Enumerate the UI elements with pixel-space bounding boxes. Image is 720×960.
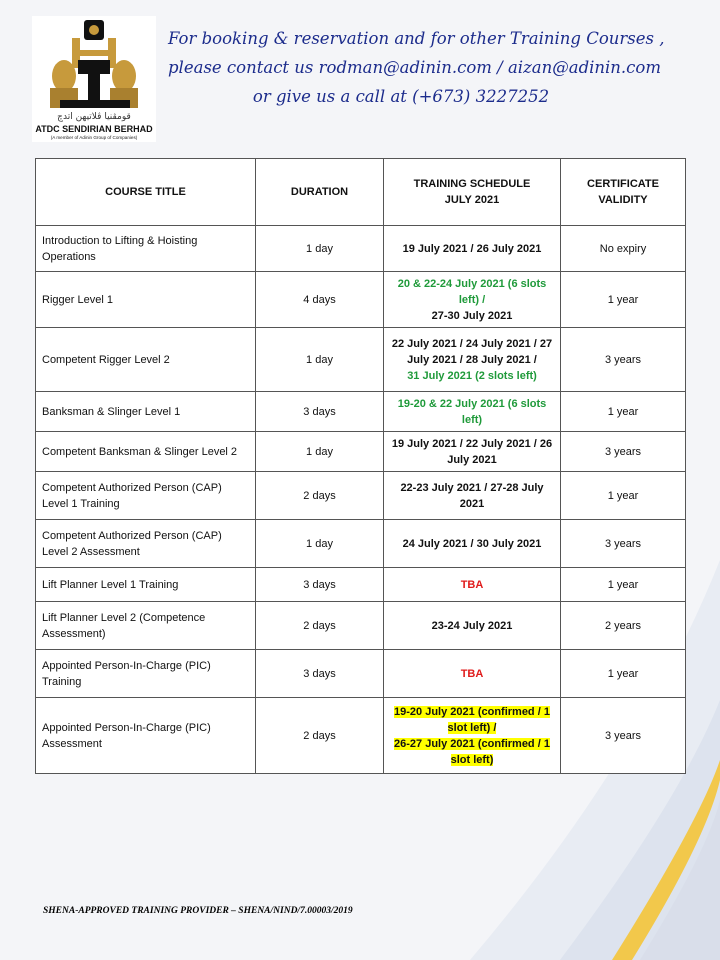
contact-line-3: or give us a call at (+673) 3227252 bbox=[252, 87, 550, 106]
validity-cell: No expiry bbox=[561, 226, 686, 272]
table-header-row bbox=[36, 159, 686, 226]
schedule-cell bbox=[384, 698, 561, 774]
table-row bbox=[36, 472, 686, 520]
schedule-cell bbox=[384, 432, 561, 472]
course-title-cell: Appointed Person-In-Charge (PIC) Assessment bbox=[36, 698, 256, 774]
duration-cell: 2 days bbox=[256, 472, 384, 520]
schedule-cell bbox=[384, 602, 561, 650]
course-title-cell: Appointed Person-In-Charge (PIC) Training bbox=[36, 650, 256, 698]
table-row bbox=[36, 392, 686, 432]
schedule-cell bbox=[384, 272, 561, 328]
course-title-cell: Introduction to Lifting & Hoisting Operations bbox=[36, 226, 256, 272]
table-row bbox=[36, 650, 686, 698]
company-name: ATDC SENDIRIAN BERHAD bbox=[35, 124, 153, 134]
validity-cell: 1 year bbox=[561, 472, 686, 520]
table-row bbox=[36, 272, 686, 328]
header-certificate-validity: CERTIFICATE VALIDITY bbox=[561, 159, 686, 226]
schedule-cell bbox=[384, 328, 561, 392]
footer-accreditation: SHENA-APPROVED TRAINING PROVIDER – SHENA/NIND/7.00003/2019 bbox=[43, 906, 353, 916]
duration-cell: 4 days bbox=[256, 272, 384, 328]
schedule-entry: 19-20 & 22 July 2021 (6 slots left) bbox=[397, 397, 547, 426]
duration-cell: 2 days bbox=[256, 698, 384, 774]
duration-cell: 3 days bbox=[256, 650, 384, 698]
schedule-entry: 19 July 2021 / 26 July 2021 bbox=[402, 242, 542, 255]
validity-cell: 1 year bbox=[561, 650, 686, 698]
duration-cell: 1 day bbox=[256, 520, 384, 568]
duration-cell: 2 days bbox=[256, 602, 384, 650]
course-title-cell: Competent Banksman & Slinger Level 2 bbox=[36, 432, 256, 472]
table-row bbox=[36, 698, 686, 774]
course-title-cell: Competent Authorized Person (CAP) Level 1 Training bbox=[36, 472, 256, 520]
schedule-entry: 31 July 2021 (2 slots left) bbox=[407, 369, 537, 382]
validity-cell: 2 years bbox=[561, 602, 686, 650]
contact-line-1: For booking & reservation and for other Training Courses , bbox=[168, 29, 665, 48]
schedule-cell bbox=[384, 520, 561, 568]
validity-cell: 3 years bbox=[561, 432, 686, 472]
table-row bbox=[36, 432, 686, 472]
duration-cell: 1 day bbox=[256, 328, 384, 392]
schedule-entry: 26-27 July 2021 (confirmed / 1 slot left) bbox=[394, 737, 550, 766]
schedule-cell bbox=[384, 226, 561, 272]
schedule-cell bbox=[384, 650, 561, 698]
contact-line-2: please contact us rodman@adinin.com / aizan@adinin.com bbox=[168, 58, 662, 77]
course-title-cell: Lift Planner Level 2 (Competence Assessment) bbox=[36, 602, 256, 650]
validity-cell: 1 year bbox=[561, 392, 686, 432]
table-row bbox=[36, 520, 686, 568]
company-logo bbox=[32, 16, 156, 142]
table-row bbox=[36, 568, 686, 602]
validity-cell: 3 years bbox=[561, 328, 686, 392]
schedule-entry: 20 & 22-24 July 2021 (6 slots left) / bbox=[397, 277, 547, 306]
schedule-entry: 22 July 2021 / 24 July 2021 / 27 July 2021 / 28 July 2021 / bbox=[391, 337, 553, 366]
duration-cell: 1 day bbox=[256, 226, 384, 272]
duration-cell: 3 days bbox=[256, 568, 384, 602]
header-duration: DURATION bbox=[256, 159, 384, 226]
duration-cell: 1 day bbox=[256, 432, 384, 472]
course-title-cell: Banksman & Slinger Level 1 bbox=[36, 392, 256, 432]
schedule-entry: 27-30 July 2021 bbox=[431, 309, 513, 322]
table-row bbox=[36, 602, 686, 650]
company-arabic-name: قومڤنيا ڤلاتيهن اتدچ bbox=[57, 112, 131, 122]
schedule-entry: TBA bbox=[460, 667, 484, 680]
company-tagline: (A member of Adinin Group of Companies) bbox=[50, 135, 138, 140]
header-training-schedule: TRAINING SCHEDULE JULY 2021 bbox=[384, 159, 561, 226]
logo-emblem-icon bbox=[32, 16, 156, 112]
duration-cell: 3 days bbox=[256, 392, 384, 432]
schedule-entry: 22-23 July 2021 / 27-28 July 2021 bbox=[400, 481, 544, 510]
course-title-cell: Competent Rigger Level 2 bbox=[36, 328, 256, 392]
schedule-entry: 19-20 July 2021 (confirmed / 1 slot left) / bbox=[394, 705, 550, 734]
header-course-title: COURSE TITLE bbox=[36, 159, 256, 226]
table-row bbox=[36, 226, 686, 272]
training-schedule-table bbox=[35, 158, 686, 774]
course-title-cell: Competent Authorized Person (CAP) Level 2 Assessment bbox=[36, 520, 256, 568]
table-row bbox=[36, 328, 686, 392]
course-title-cell: Rigger Level 1 bbox=[36, 272, 256, 328]
validity-cell: 1 year bbox=[561, 272, 686, 328]
schedule-entry: 23-24 July 2021 bbox=[431, 619, 513, 632]
schedule-entry: TBA bbox=[460, 578, 484, 591]
validity-cell: 1 year bbox=[561, 568, 686, 602]
schedule-cell bbox=[384, 392, 561, 432]
validity-cell: 3 years bbox=[561, 698, 686, 774]
validity-cell: 3 years bbox=[561, 520, 686, 568]
schedule-entry: 24 July 2021 / 30 July 2021 bbox=[402, 537, 542, 550]
schedule-cell bbox=[384, 568, 561, 602]
schedule-cell bbox=[384, 472, 561, 520]
schedule-entry: 19 July 2021 / 22 July 2021 / 26 July 2021 bbox=[391, 437, 553, 466]
course-title-cell: Lift Planner Level 1 Training bbox=[36, 568, 256, 602]
contact-info bbox=[168, 24, 665, 111]
